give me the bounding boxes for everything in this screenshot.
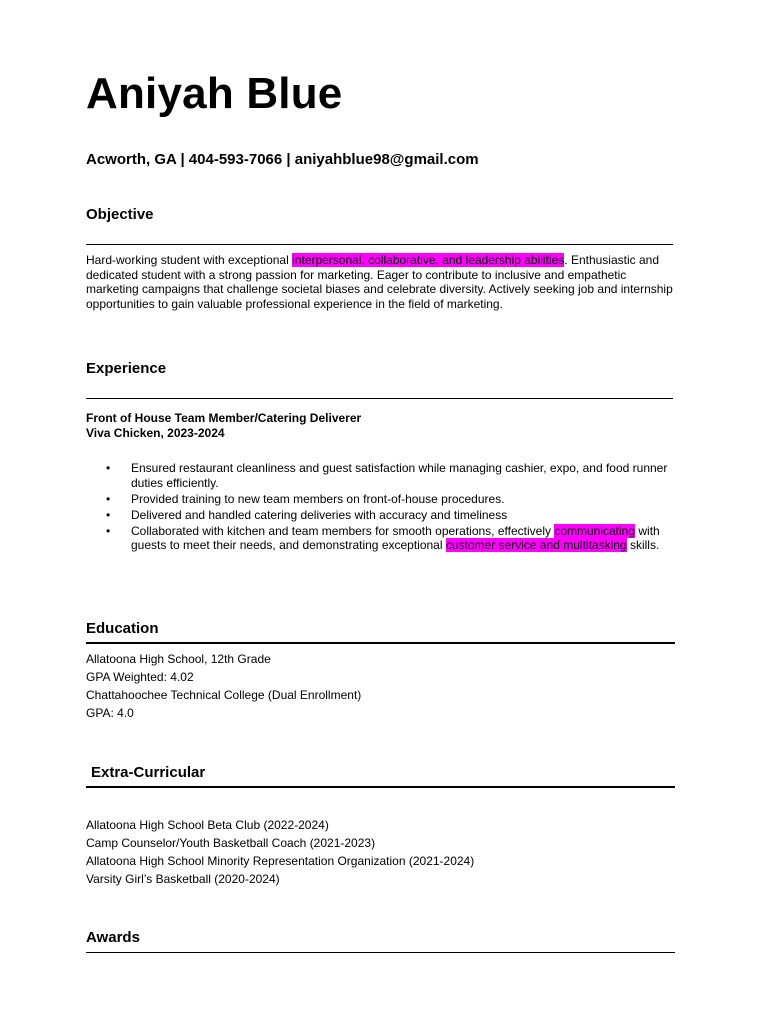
objective-divider xyxy=(86,244,673,245)
list-item: Allatoona High School, 12th Grade xyxy=(86,652,271,666)
list-item: GPA: 4.0 xyxy=(86,706,134,720)
extracurricular-divider xyxy=(86,786,675,788)
objective-highlight: interpersonal, collaborative, and leadership abilities xyxy=(292,253,565,267)
bullet-highlight: communicating xyxy=(554,523,636,538)
list-item: Camp Counselor/Youth Basketball Coach (2021-2023) xyxy=(86,836,376,850)
experience-divider xyxy=(86,398,673,399)
list-item xyxy=(86,524,676,553)
bullet-icon: • xyxy=(106,507,111,522)
education-list xyxy=(86,650,361,722)
contact-line: Acworth, GA | 404-593-7066 | aniyahblue98@gmail.com xyxy=(86,151,479,168)
list-item: GPA Weighted: 4.02 xyxy=(86,670,194,684)
bullet-text: Ensured restaurant cleanliness and guest satisfaction while managing cashier, expo, and food runner duties efficiently. xyxy=(131,461,668,490)
bullet-icon: • xyxy=(106,461,111,475)
bullet-text-part: Collaborated with kitchen and team members for smooth operations, effectively xyxy=(131,523,555,538)
list-item: Chattahoochee Technical College (Dual Enrollment) xyxy=(86,688,362,702)
job-company: Viva Chicken, 2023-2024 xyxy=(86,426,225,440)
list-item xyxy=(86,492,676,507)
bullet-highlight: customer service and multitasking xyxy=(445,538,627,553)
bullet-text: Provided training to new team members on front-of-house procedures. xyxy=(131,491,505,506)
bullet-text: Delivered and handled catering deliveries with accuracy and timeliness xyxy=(131,507,508,522)
candidate-name: Aniyah Blue xyxy=(86,69,343,118)
education-heading: Education xyxy=(86,620,159,637)
job-title: Front of House Team Member/Catering Deliverer xyxy=(86,411,362,425)
bullet-icon: • xyxy=(106,523,111,538)
objective-text-start: Hard-working student with exceptional xyxy=(86,253,293,267)
list-item: Allatoona High School Beta Club (2022-2024) xyxy=(86,818,329,832)
bullet-icon: • xyxy=(106,491,111,506)
experience-bullet-list xyxy=(86,461,676,555)
education-divider xyxy=(86,642,675,644)
bullet-text-part: skills. xyxy=(626,538,660,553)
awards-heading: Awards xyxy=(86,929,140,946)
list-item xyxy=(86,461,676,490)
extracurricular-heading: Extra-Curricular xyxy=(91,764,206,781)
list-item: Varsity Girl’s Basketball (2020-2024) xyxy=(86,872,280,886)
awards-divider xyxy=(86,952,675,953)
list-item: Allatoona High School Minority Representation Organization (2021-2024) xyxy=(86,854,475,868)
list-item xyxy=(86,508,676,523)
extracurricular-list xyxy=(86,816,474,888)
experience-heading: Experience xyxy=(86,360,167,377)
objective-heading: Objective xyxy=(86,206,154,223)
bullet-text-part: with guests to meet their needs, and demonstrating exceptional xyxy=(131,523,660,553)
objective-text xyxy=(86,253,676,311)
objective-text-end: . Enthusiastic and dedicated student with a strong passion for marketing. Eager to contribute to inclusive and empathetic marketing campaigns that challenge societal biases and celebrate diversity. Actively seeking job and internship opportunities to gain valuable professional experience in the field of marketing. xyxy=(86,253,673,311)
